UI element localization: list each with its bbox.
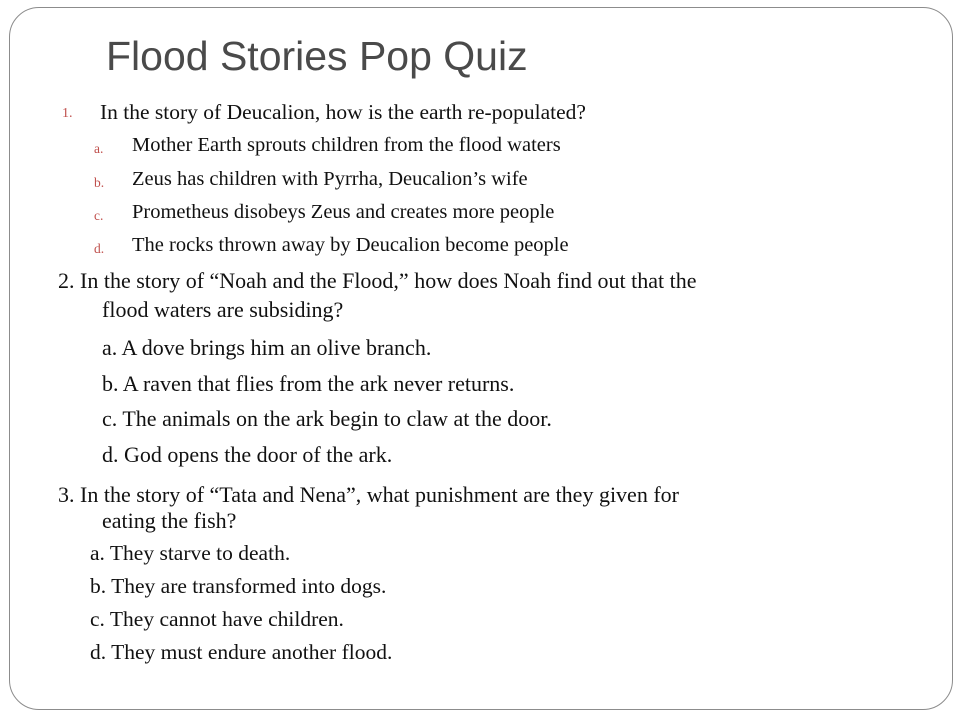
question-2-option-a: a. A dove brings him an olive branch. (102, 335, 432, 360)
question-1-option-a: Mother Earth sprouts children from the flood waters (132, 134, 561, 156)
question-3-text-line-1: 3. In the story of “Tata and Nena”, what punishment are they given for (58, 482, 679, 507)
question-3-option-d: d. They must endure another flood. (90, 640, 393, 664)
question-1-number: 1. (62, 106, 73, 121)
question-2-option-c: c. The animals on the ark begin to claw at the door. (102, 406, 552, 431)
question-2-text-line-2: flood waters are subsiding? (102, 297, 344, 322)
question-3-option-b: b. They are transformed into dogs. (90, 574, 387, 598)
question-2-option-d: d. God opens the door of the ark. (102, 442, 393, 467)
question-3-text-line-2: eating the fish? (102, 508, 237, 533)
question-3-option-c: c. They cannot have children. (90, 607, 344, 631)
question-1-option-b: Zeus has children with Pyrrha, Deucalion’s wife (132, 168, 528, 190)
question-1-option-b-letter: b. (94, 175, 105, 190)
question-1-text: In the story of Deucalion, how is the earth re-populated? (100, 100, 586, 124)
question-1-option-d: The rocks thrown away by Deucalion become people (132, 234, 569, 256)
question-1-option-a-letter: a. (94, 141, 104, 156)
question-1-option-d-letter: d. (94, 241, 105, 256)
question-1-option-c-letter: c. (94, 208, 104, 223)
question-3-option-a: a. They starve to death. (90, 541, 291, 565)
question-1-option-c: Prometheus disobeys Zeus and creates more people (132, 201, 555, 223)
question-2-option-b: b. A raven that flies from the ark never returns. (102, 371, 515, 396)
question-2-text-line-1: 2. In the story of “Noah and the Flood,” how does Noah find out that the (58, 268, 697, 293)
slide-title: Flood Stories Pop Quiz (106, 33, 528, 79)
